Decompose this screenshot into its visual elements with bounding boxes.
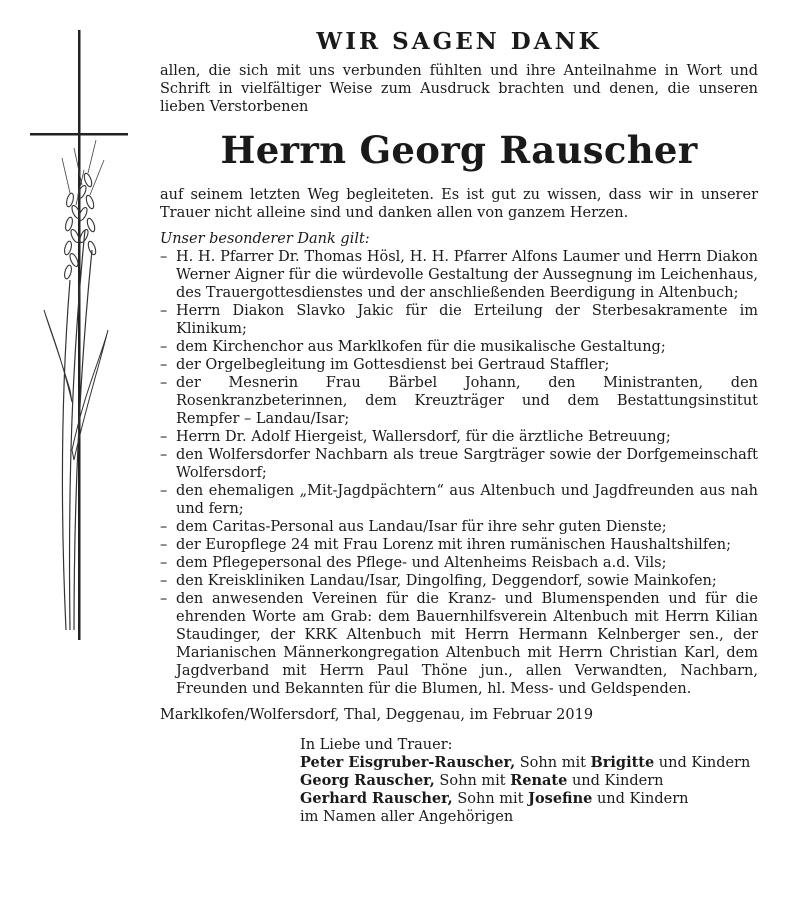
place-date: Marklkofen/Wolfersdorf, Thal, Deggenau, im Februar 2019: [160, 707, 594, 723]
heading: WIR SAGEN DANK: [316, 28, 602, 55]
signature-line: Gerhard Rauscher, Sohn mit Josefine und Kindern: [300, 790, 689, 807]
signature-intro: In Liebe und Trauer:: [300, 737, 453, 753]
list-item: – H. H. Pfarrer Dr. Thomas Hösl, H. H. Pfarrer Alfons Laumer und Herrn Diakon Werner Aigner für die würdevolle Gestaltung der Aussegnung im Leichenhaus, des Trauergottesdienstes und der anschließenden Beerdigung in Altenbuch;: [160, 249, 758, 301]
intro-text: allen, die sich mit uns verbunden fühlten und ihre Anteilnahme in Wort und Schrift in vielfältiger Weise zum Ausdruck brachten und denen, die unseren lieben Verstorbenen: [160, 63, 758, 115]
signature-closing: im Namen aller Angehörigen: [300, 809, 514, 825]
list-item: – Herrn Diakon Slavko Jakic für die Erteilung der Sterbesakramente im Klinikum;: [160, 303, 758, 337]
list-item: – den Wolfersdorfer Nachbarn als treue Sargträger sowie der Dorfgemeinschaft Wolfersdorf;: [160, 447, 758, 481]
signature-line: Peter Eisgruber-Rauscher, Sohn mit Brigitte und Kindern: [300, 754, 751, 771]
list-item: – dem Caritas-Personal aus Landau/Isar für ihre sehr guten Dienste;: [160, 519, 667, 535]
list-item: – dem Kirchenchor aus Marklkofen für die musikalische Gestaltung;: [160, 339, 666, 355]
signature-line: Georg Rauscher, Sohn mit Renate und Kindern: [300, 772, 664, 789]
list-item: – den Kreiskliniken Landau/Isar, Dingolfing, Deggendorf, sowie Mainkofen;: [160, 573, 717, 589]
list-item: – Herrn Dr. Adolf Hiergeist, Wallersdorf, für die ärztliche Betreuung;: [160, 429, 671, 445]
list-item: – der Orgelbegleitung im Gottesdienst bei Gertraud Staffler;: [160, 357, 610, 373]
list-item: – der Europflege 24 mit Frau Lorenz mit ihren rumänischen Haushaltshilfen;: [160, 537, 731, 553]
list-item: – dem Pflegepersonal des Pflege- und Altenheims Reisbach a.d. Vils;: [160, 555, 667, 571]
thanks-list: [160, 248, 758, 698]
special-thanks-intro: Unser besonderer Dank gilt:: [160, 231, 370, 247]
obituary-content: [160, 28, 758, 826]
deceased-name: Herrn Georg Rauscher: [220, 128, 698, 172]
after-name-text: auf seinem letzten Weg begleiteten. Es ist gut zu wissen, dass wir in unserer Trauer nicht alleine sind und danken allen von ganzem Herzen.: [160, 187, 758, 221]
signature-block: [300, 736, 758, 826]
list-item: – den ehemaligen „Mit-Jagdpächtern“ aus Altenbuch und Jagdfreunden aus nah und fern;: [160, 483, 758, 517]
cross-with-wheat-icon: [30, 30, 140, 640]
list-item: – der Mesnerin Frau Bärbel Johann, den Ministranten, den Rosenkranzbeterinnen, dem Kreuzträger und dem Bestattungsinstitut Rempfer – Landau/Isar;: [160, 375, 758, 427]
list-item: – den anwesenden Vereinen für die Kranz- und Blumenspenden und für die ehrenden Worte am Grab: dem Bauernhilfsverein Altenbuch mit Herrn Kilian Staudinger, der KRK Altenbuch mit Herrn Hermann Kelnberger sen., der Marianischen Männerkongregation Altenbuch mit Herrn Christian Karl, dem Jagdverband mit Herrn Paul Thöne jun., allen Verwandten, Nachbarn, Freunden und Bekannten für die Blumen, hl. Mess- und Geldspenden.: [160, 591, 758, 697]
